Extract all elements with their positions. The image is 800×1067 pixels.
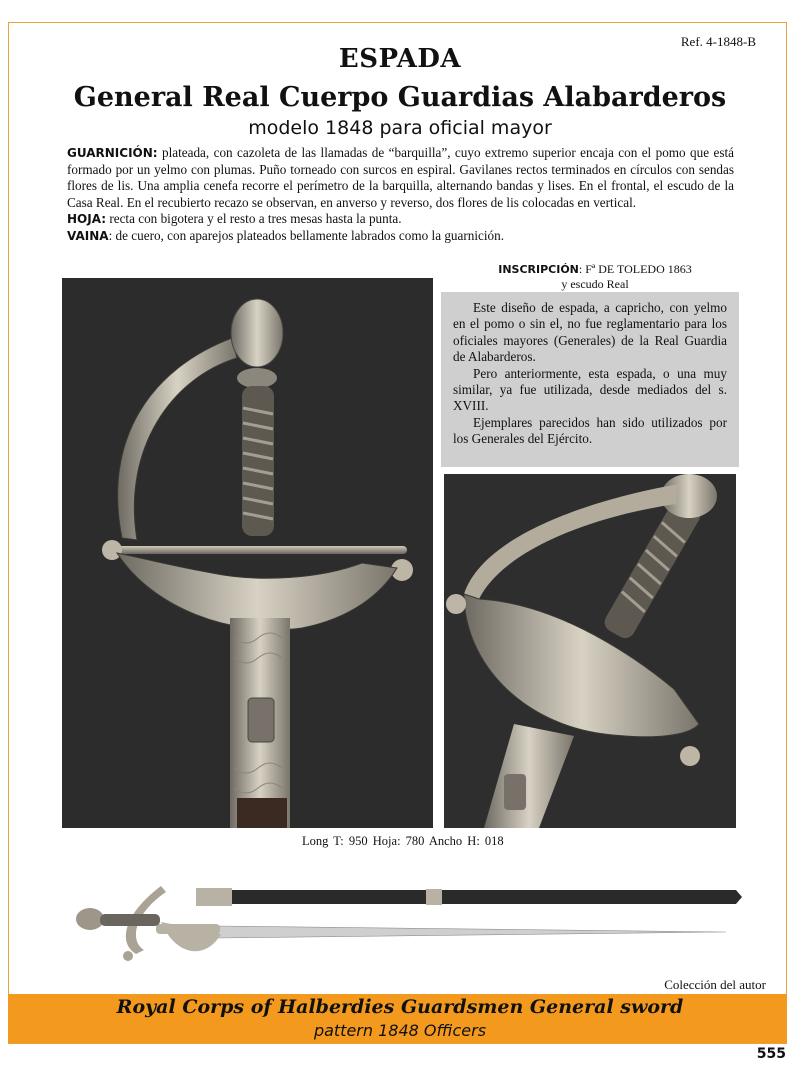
note-box — [441, 292, 739, 467]
page-title: ESPADA — [338, 44, 462, 74]
inscription-label: INSCRIPCIÓN — [498, 263, 579, 276]
page-subtitle: modelo 1848 para oficial mayor — [248, 117, 552, 139]
page-number: 555 — [756, 1046, 786, 1062]
guarnicion-label: GUARNICIÓN: — [67, 146, 158, 160]
inscription-text: : Fª DE TOLEDO 1863 — [578, 262, 692, 276]
guarnicion-paragraph — [67, 145, 734, 211]
vaina-paragraph — [67, 228, 734, 245]
vaina-label: VAINA — [67, 228, 109, 243]
hoja-text: recta con bigotera y el resto a tres mesas hasta la punta. — [106, 211, 402, 227]
hilt-side-photo — [444, 474, 736, 828]
note-paragraph-3: Ejemplares parecidos han sido utilizados por los Generales del Ejército. — [453, 414, 727, 447]
inscription-line2: y escudo Real — [561, 277, 629, 291]
note-paragraph-1: Este diseño de espada, a capricho, con yelmo en el pomo o sin el, no fue reglamentario para los oficiales mayores (Generales) de la Real Guardia de Alabarderos. — [453, 300, 727, 365]
reference-code: Ref. 4-1848-B — [680, 34, 756, 49]
inscription — [470, 262, 720, 292]
english-caption: Royal Corps of Halberdies Guardsmen General sword — [116, 996, 684, 1018]
hoja-paragraph — [67, 211, 734, 228]
measurements: Long T: 950 Hoja: 780 Ancho H: 018 — [302, 834, 504, 848]
hilt-front-photo — [62, 278, 433, 828]
hoja-label: HOJA: — [67, 212, 107, 227]
full-sword-photo — [66, 872, 746, 972]
vaina-text: : de cuero, con aparejos plateados bellamente labrados como la guarnición. — [108, 227, 505, 243]
note-paragraph-2: Pero anteriormente, esta espada, o una muy similar, ya fue utilizada, desde mediados del s. XVIII. — [453, 365, 727, 414]
guarnicion-text: plateada, con cazoleta de las llamadas de “barquilla”, cuyo extremo superior encaja con el pomo que está formado por un yelmo con plumas. Puño torneado con surcos en espiral. Gavilanes rectos terminados en círculos con sendas flores de lis. Una amplia cenefa recorre el perímetro de la barquilla, alternando bandas y lises. En el frontal, el escudo de la Casa Real. En el recubierto recazo se observan, en anverso y reverso, dos flores de lis colocadas en vertical. — [67, 145, 734, 210]
english-subcaption: pattern 1848 Officers — [313, 1021, 487, 1040]
description-block — [67, 145, 734, 245]
page-title-line2: General Real Cuerpo Guardias Alabarderos — [73, 82, 727, 113]
collection-credit: Colección del autor — [664, 977, 766, 992]
